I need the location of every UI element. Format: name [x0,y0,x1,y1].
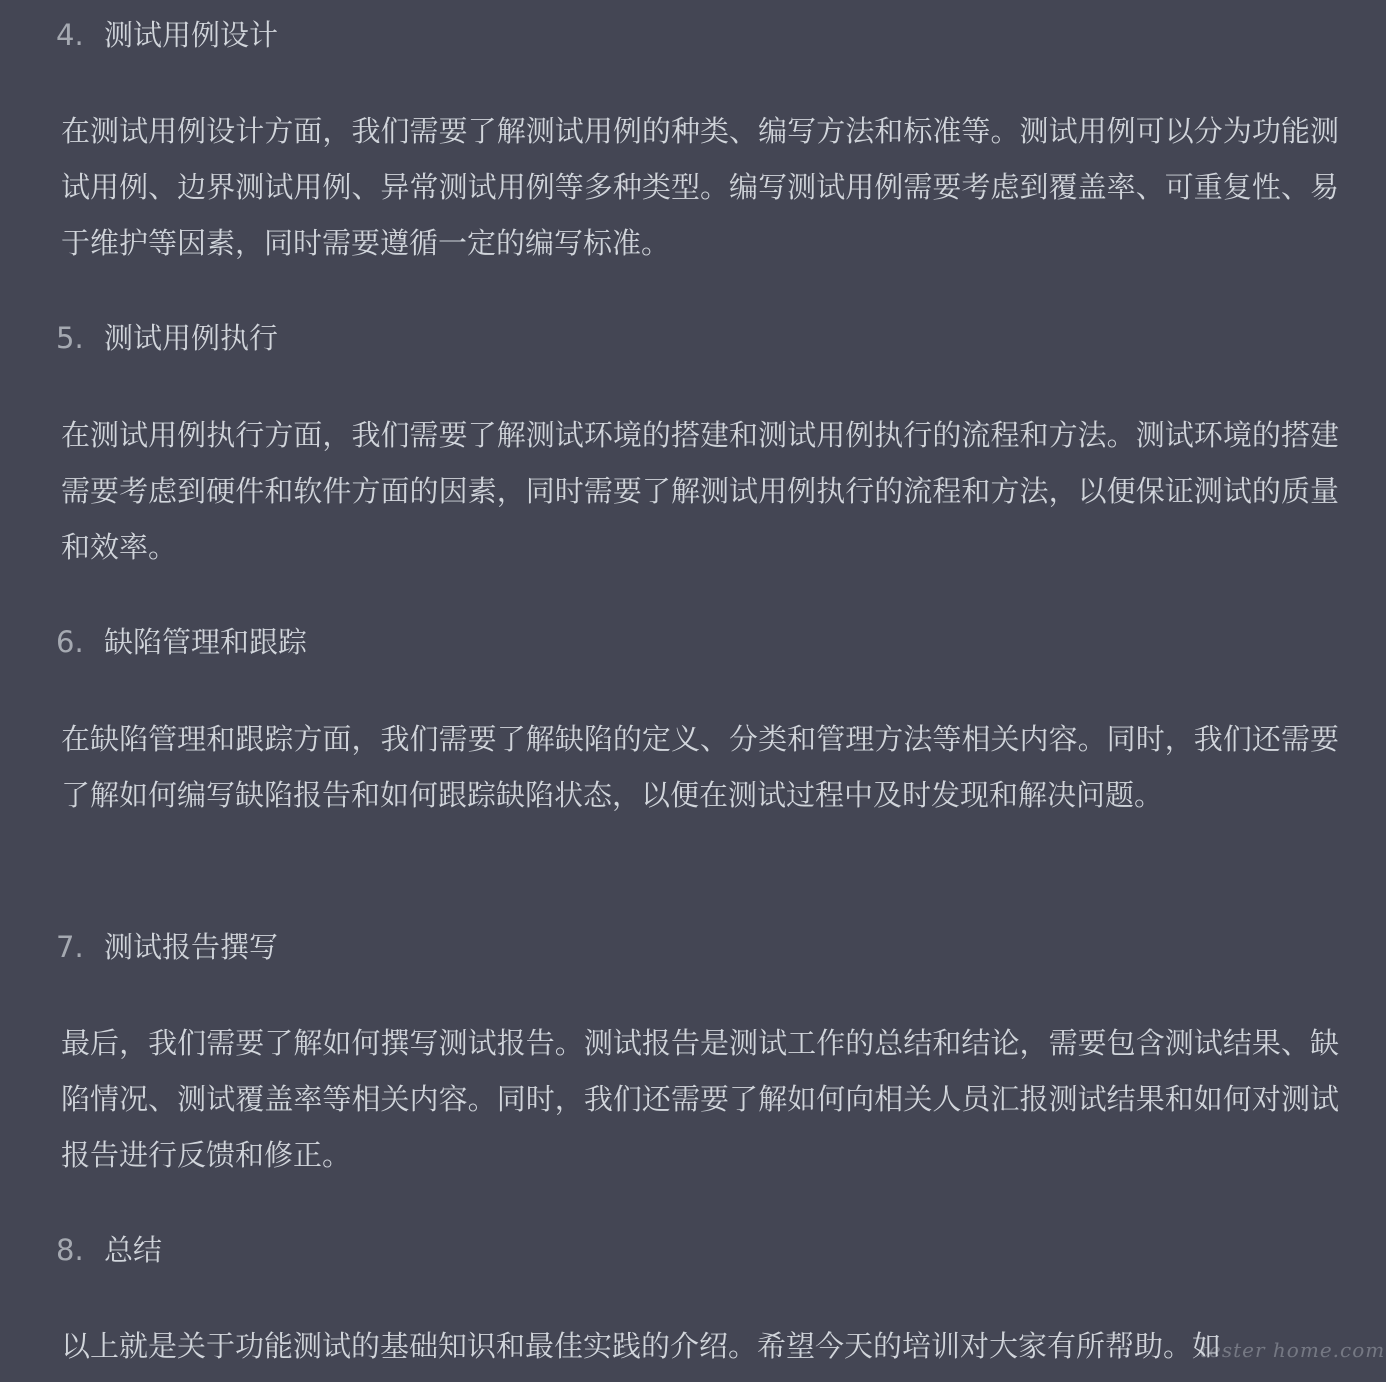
section-body-5: 在测试用例执行方面，我们需要了解测试环境的搭建和测试用例执行的流程和方法。测试环境的搭建需要考虑到硬件和软件方面的因素，同时需要了解测试用例执行的流程和方法，以便保证测试的质量和效率。 [61,418,1339,564]
list-number: 5. [56,321,84,355]
section-body-4: 在测试用例设计方面，我们需要了解测试用例的种类、编写方法和标准等。测试用例可以分为功能测试用例、边界测试用例、异常测试用例等多种类型。编写测试用例需要考虑到覆盖率、可重复性、易于维护等因素，同时需要遵循一定的编写标准。 [61,114,1339,260]
section-heading-8 [56,1230,162,1270]
list-number: 8. [56,1233,84,1267]
section-body-6: 在缺陷管理和跟踪方面，我们需要了解缺陷的定义、分类和管理方法等相关内容。同时，我们还需要了解如何编写缺陷报告和如何跟踪缺陷状态，以便在测试过程中及时发现和解决问题。 [61,722,1339,812]
section-title: 总结 [104,1233,163,1267]
section-body-7: 最后，我们需要了解如何撰写测试报告。测试报告是测试工作的总结和结论，需要包含测试结果、缺陷情况、测试覆盖率等相关内容。同时，我们还需要了解如何向相关人员汇报测试结果和如何对测试报告进行反馈和修正。 [61,1026,1339,1172]
list-number: 4. [56,18,84,52]
section-heading-6 [56,622,307,662]
section-heading-4 [56,15,278,55]
section-heading-5 [56,318,278,358]
watermark-logo: tester home.com [1200,1338,1386,1362]
section-title: 测试报告撰写 [104,930,279,964]
list-number: 6. [56,625,84,659]
section-title: 测试用例执行 [104,321,279,355]
section-heading-7 [56,927,278,967]
section-body-8: 以上就是关于功能测试的基础知识和最佳实践的介绍。希望今天的培训对大家有所帮助。如 [61,1329,1222,1363]
section-title: 测试用例设计 [104,18,279,52]
section-title: 缺陷管理和跟踪 [104,625,308,659]
list-number: 7. [56,930,84,964]
